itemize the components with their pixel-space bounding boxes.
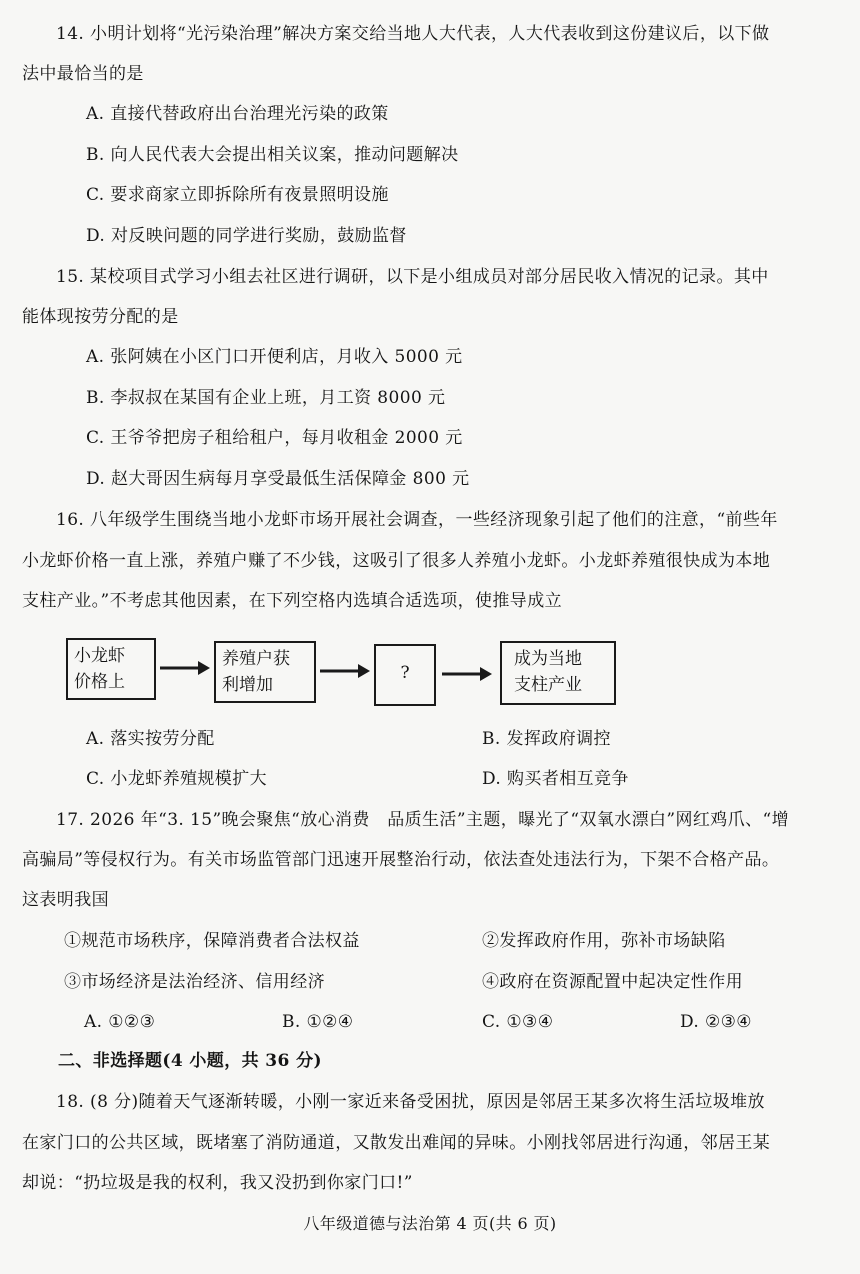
q18-line1: 18. (8 分)随着天气逐渐转暖，小刚一家近来备受困扰，原因是邻居王某多次将生活垃圾堆放 bbox=[56, 1092, 765, 1112]
flow-box-blank bbox=[374, 644, 436, 706]
flow-box1-line1: 小龙虾 bbox=[74, 646, 125, 666]
q16-option-c: C. 小龙虾养殖规模扩大 bbox=[86, 769, 268, 789]
q15-option-d: D. 赵大哥因生病每月享受最低生活保障金 800 元 bbox=[86, 469, 470, 489]
q16-stem-line2: 小龙虾价格一直上涨，养殖户赚了不少钱，这吸引了很多人养殖小龙虾。小龙虾养殖很快成为本地 bbox=[22, 551, 771, 571]
flow-box-pillar-industry bbox=[500, 641, 616, 705]
q16-stem-line1: 16. 八年级学生围绕当地小龙虾市场开展社会调查，一些经济现象引起了他们的注意，“前些年 bbox=[56, 510, 778, 530]
q14-option-a: A. 直接代替政府出台治理光污染的政策 bbox=[86, 104, 389, 124]
q14-option-c: C. 要求商家立即拆除所有夜景照明设施 bbox=[86, 185, 389, 205]
q18-line3: 却说：“扔垃圾是我的权利，我又没扔到你家门口!” bbox=[22, 1173, 413, 1193]
flow-box2-line2: 利增加 bbox=[222, 675, 273, 695]
flow-arrow-3 bbox=[442, 664, 492, 684]
q14-option-d: D. 对反映问题的同学进行奖励，鼓励监督 bbox=[86, 226, 407, 246]
q15-stem-line1: 15. 某校项目式学习小组去社区进行调研，以下是小组成员对部分居民收入情况的记录。其中 bbox=[56, 267, 769, 287]
q15-option-a: A. 张阿姨在小区门口开便利店，月收入 5000 元 bbox=[86, 347, 463, 367]
flow-arrow-1 bbox=[160, 658, 210, 678]
q17-statement-2: ②发挥政府作用，弥补市场缺陷 bbox=[482, 931, 726, 951]
q17-option-c: C. ①③④ bbox=[482, 1012, 554, 1032]
q17-statement-4: ④政府在资源配置中起决定性作用 bbox=[482, 972, 743, 992]
flow-box3-question-mark: ? bbox=[400, 663, 410, 683]
q16-stem-line3: 支柱产业。”不考虑其他因素，在下列空格内选填合适选项，使推导成立 bbox=[22, 591, 562, 611]
flow-box-profit-increase bbox=[214, 641, 316, 703]
flow-box4-line2: 支柱产业 bbox=[514, 675, 582, 695]
q16-option-b: B. 发挥政府调控 bbox=[482, 729, 611, 749]
q17-stem-line2: 高骗局”等侵权行为。有关市场监管部门迅速开展整治行动，依法查处违法行为，下架不合格产品。 bbox=[22, 850, 780, 870]
q17-option-d: D. ②③④ bbox=[680, 1012, 752, 1032]
q14-stem-line1: 14. 小明计划将“光污染治理”解决方案交给当地人大代表，人大代表收到这份建议后，以下做 bbox=[56, 24, 770, 44]
q14-option-b: B. 向人民代表大会提出相关议案，推动问题解决 bbox=[86, 145, 459, 165]
section2-heading: 二、非选择题(4 小题，共 36 分) bbox=[58, 1051, 322, 1071]
page-footer: 八年级道德与法治第 4 页(共 6 页) bbox=[303, 1214, 557, 1233]
q16-option-d: D. 购买者相互竞争 bbox=[482, 769, 629, 789]
q17-stem-line3: 这表明我国 bbox=[22, 890, 109, 910]
q15-stem-line2: 能体现按劳分配的是 bbox=[22, 307, 179, 327]
flow-box1-line2: 价格上 bbox=[74, 672, 125, 692]
q17-statement-1: ①规范市场秩序，保障消费者合法权益 bbox=[64, 931, 360, 951]
flow-box-price-rise bbox=[66, 638, 156, 700]
q14-stem-line2: 法中最恰当的是 bbox=[22, 64, 144, 84]
q16-option-a: A. 落实按劳分配 bbox=[86, 729, 215, 749]
flow-box4-line1: 成为当地 bbox=[514, 649, 582, 669]
q17-option-b: B. ①②④ bbox=[282, 1012, 354, 1032]
q17-stem-line1: 17. 2026 年“3. 15”晚会聚焦“放心消费 品质生活”主题，曝光了“双氧水漂白”网红鸡爪、“增 bbox=[56, 810, 789, 830]
flow-box2-line1: 养殖户获 bbox=[222, 649, 290, 669]
q15-option-b: B. 李叔叔在某国有企业上班，月工资 8000 元 bbox=[86, 388, 446, 408]
q17-option-a: A. ①②③ bbox=[84, 1012, 156, 1032]
q18-line2: 在家门口的公共区域，既堵塞了消防通道，又散发出难闻的异味。小刚找邻居进行沟通，邻居王某 bbox=[22, 1133, 771, 1153]
flow-arrow-2 bbox=[320, 661, 370, 681]
q17-statement-3: ③市场经济是法治经济、信用经济 bbox=[64, 972, 325, 992]
q15-option-c: C. 王爷爷把房子租给租户，每月收租金 2000 元 bbox=[86, 428, 463, 448]
